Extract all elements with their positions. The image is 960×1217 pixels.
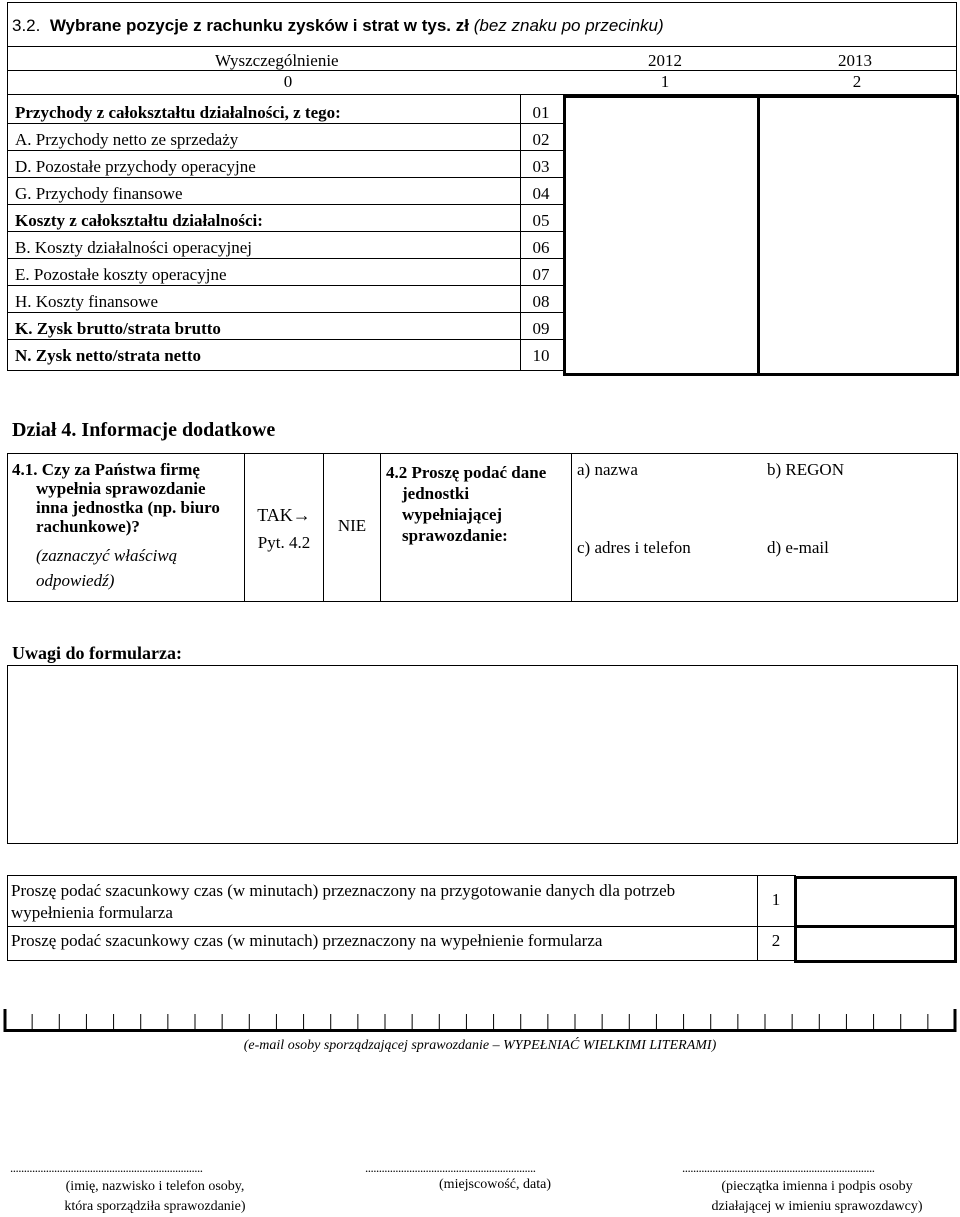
email-char-tick bbox=[954, 1009, 957, 1032]
code-col-divider bbox=[520, 94, 521, 371]
subheader-col2: 2 bbox=[852, 72, 862, 91]
values-col-divider bbox=[757, 95, 760, 376]
row-code-02: 02 bbox=[532, 130, 550, 149]
section-number: 3.2. bbox=[12, 16, 41, 35]
header-divider bbox=[7, 70, 957, 71]
signature-line-3: ...................................................................... bbox=[682, 1160, 875, 1175]
row-divider bbox=[7, 123, 564, 124]
section-title-note: (bez znaku po przecinku) bbox=[473, 16, 664, 35]
email-char-tick bbox=[167, 1014, 168, 1032]
time-question-1 bbox=[11, 880, 756, 924]
email-char-tick bbox=[873, 1014, 874, 1032]
signature-caption-3 bbox=[682, 1177, 952, 1217]
email-char-tick bbox=[59, 1014, 60, 1032]
email-char-tick bbox=[846, 1014, 847, 1032]
tak-goto-question: Pyt. 4.2 bbox=[257, 533, 311, 552]
email-char-tick bbox=[466, 1014, 467, 1032]
email-char-tick bbox=[710, 1014, 711, 1032]
row-code-06: 06 bbox=[532, 238, 550, 257]
row-divider bbox=[7, 285, 564, 286]
q41-hint-line: (zaznaczyć właściwą bbox=[36, 546, 178, 565]
email-char-tick bbox=[520, 1014, 521, 1032]
row-code-03: 03 bbox=[532, 157, 550, 176]
subheader-col1: 1 bbox=[660, 72, 670, 91]
title-box-top bbox=[7, 2, 957, 3]
dzial4-title: Dział 4. Informacje dodatkowe bbox=[12, 419, 276, 441]
email-char-tick bbox=[86, 1014, 87, 1032]
uwagi-textarea[interactable] bbox=[7, 665, 958, 844]
section-title-text: Wybrane pozycje z rachunku zysków i strat w tys. zł bbox=[49, 16, 469, 35]
signature-line-1: ...................................................................... bbox=[10, 1160, 203, 1175]
row-divider bbox=[7, 258, 564, 259]
email-char-tick bbox=[140, 1014, 141, 1032]
row-divider bbox=[7, 231, 564, 232]
email-char-tick bbox=[547, 1014, 548, 1032]
time-input-1[interactable] bbox=[798, 880, 948, 924]
signature-caption-1 bbox=[10, 1177, 300, 1217]
q42-line: wypełniającej bbox=[402, 505, 503, 524]
field-regon-label: b) REGON bbox=[767, 460, 844, 479]
email-char-tick bbox=[602, 1014, 603, 1032]
table-left-border bbox=[7, 2, 8, 371]
signature-caption-2: (miejscowość, data) bbox=[439, 1177, 551, 1192]
time-question-1-line: wypełnienia formularza bbox=[11, 903, 173, 922]
row-label-10: N. Zysk netto/strata netto bbox=[15, 346, 202, 365]
row-code-08: 08 bbox=[532, 292, 550, 311]
q41-text bbox=[12, 460, 220, 536]
field-adres[interactable] bbox=[577, 538, 757, 598]
time-question-1-line: Proszę podać szacunkowy czas (w minutach) przeznaczony na przygotowanie danych dla potrzeb bbox=[11, 881, 676, 900]
signature-line-2: .............................................................. bbox=[365, 1160, 536, 1175]
q41-line: rachunkowe)? bbox=[36, 517, 140, 536]
signature-caption-1-line: która sporządziła sprawozdanie) bbox=[64, 1199, 246, 1214]
header-col2: 2013 bbox=[838, 51, 872, 70]
email-char-tick bbox=[303, 1014, 304, 1032]
tak-label: TAK bbox=[257, 505, 293, 525]
q42-line: sprawozdanie: bbox=[402, 526, 508, 545]
time-code-1: 1 bbox=[771, 890, 781, 909]
arrow-right-icon: → bbox=[292, 505, 311, 525]
row-label-01: Przychody z całokształtu działalności, z tego: bbox=[15, 103, 341, 122]
q41-line: inna jednostka (np. biuro bbox=[36, 498, 220, 517]
row-code-01: 01 bbox=[532, 103, 550, 122]
email-char-tick bbox=[249, 1014, 250, 1032]
row-code-04: 04 bbox=[532, 184, 550, 203]
row-divider bbox=[7, 312, 564, 313]
email-char-tick bbox=[4, 1009, 7, 1032]
q42-text bbox=[386, 462, 546, 546]
signature-caption-1-line: (imię, nazwisko i telefon osoby, bbox=[65, 1179, 245, 1194]
email-char-ticks bbox=[4, 1009, 957, 1032]
signature-caption-3-line: działającej w imieniu sprawozdawcy) bbox=[711, 1199, 923, 1214]
time-entry-divider bbox=[794, 925, 957, 928]
email-char-tick bbox=[819, 1014, 820, 1032]
uwagi-label: Uwagi do formularza: bbox=[12, 643, 182, 663]
value-field-2012[interactable] bbox=[567, 99, 755, 369]
row-label-04: G. Przychody finansowe bbox=[15, 184, 183, 203]
row-label-08: H. Koszty finansowe bbox=[15, 292, 159, 311]
dzial4-divider bbox=[244, 453, 245, 601]
email-char-tick bbox=[357, 1014, 358, 1032]
row-label-05: Koszty z całokształtu działalności: bbox=[15, 211, 263, 230]
field-adres-label: c) adres i telefon bbox=[577, 538, 691, 557]
row-code-07: 07 bbox=[532, 265, 550, 284]
title-box-bottom bbox=[7, 46, 957, 47]
q42-line: jednostki bbox=[402, 484, 470, 503]
row-label-02: A. Przychody netto ze sprzedaży bbox=[15, 130, 239, 149]
option-nie[interactable]: NIE bbox=[337, 516, 367, 535]
email-char-tick bbox=[575, 1014, 576, 1032]
email-char-tick bbox=[385, 1014, 386, 1032]
email-char-tick bbox=[32, 1014, 33, 1032]
email-char-tick bbox=[276, 1014, 277, 1032]
option-tak[interactable] bbox=[245, 505, 323, 526]
header-col0: Wyszczególnienie bbox=[215, 51, 339, 70]
time-row-divider bbox=[7, 926, 794, 927]
field-email-label: d) e-mail bbox=[767, 538, 829, 557]
row-code-09: 09 bbox=[532, 319, 550, 338]
email-caption: (e-mail osoby sporządzającej sprawozdanie – WYPEŁNIAĆ WIELKIMI LITERAMI) bbox=[243, 1038, 717, 1053]
row-label-07: E. Pozostałe koszty operacyjne bbox=[15, 265, 227, 284]
email-char-tick bbox=[629, 1014, 630, 1032]
time-code-2: 2 bbox=[771, 931, 781, 950]
email-char-tick bbox=[113, 1014, 114, 1032]
field-regon[interactable] bbox=[767, 460, 952, 525]
email-char-tick bbox=[412, 1014, 413, 1032]
email-char-tick bbox=[900, 1014, 901, 1032]
row-divider bbox=[7, 339, 564, 340]
q41-hint bbox=[36, 543, 177, 593]
subheader-col0: 0 bbox=[283, 72, 293, 91]
email-char-tick bbox=[656, 1014, 657, 1032]
q41-line: wypełnia sprawozdanie bbox=[36, 479, 206, 498]
email-char-tick bbox=[927, 1014, 928, 1032]
row-code-10: 10 bbox=[532, 346, 550, 365]
row-divider bbox=[7, 204, 564, 205]
q42-line: 4.2 Proszę podać dane bbox=[386, 463, 547, 482]
field-nazwa-label: a) nazwa bbox=[577, 460, 638, 479]
signature-caption-3-line: (pieczątka imienna i podpis osoby bbox=[721, 1179, 913, 1194]
header-col1: 2012 bbox=[648, 51, 682, 70]
value-field-2013[interactable] bbox=[762, 99, 950, 369]
field-nazwa[interactable] bbox=[577, 460, 757, 525]
email-char-tick bbox=[683, 1014, 684, 1032]
email-char-tick bbox=[765, 1014, 766, 1032]
q41-line: 4.1. Czy za Państwa firmę bbox=[12, 460, 200, 479]
email-char-tick bbox=[439, 1014, 440, 1032]
row-label-06: B. Koszty działalności operacyjnej bbox=[15, 238, 252, 257]
section-title bbox=[12, 16, 664, 36]
row-code-05: 05 bbox=[532, 211, 550, 230]
email-char-tick bbox=[195, 1014, 196, 1032]
dzial4-divider bbox=[571, 453, 572, 601]
q41-hint-line: odpowiedź) bbox=[36, 571, 115, 590]
email-baseline bbox=[5, 1029, 955, 1032]
field-email[interactable] bbox=[767, 538, 952, 598]
row-divider bbox=[7, 150, 564, 151]
row-label-03: D. Pozostałe przychody operacyjne bbox=[15, 157, 256, 176]
email-char-tick bbox=[222, 1014, 223, 1032]
email-char-tick bbox=[792, 1014, 793, 1032]
time-question-2: Proszę podać szacunkowy czas (w minutach) przeznaczony na wypełnienie formularza bbox=[11, 931, 603, 950]
time-input-2[interactable] bbox=[798, 930, 948, 955]
dzial4-divider bbox=[380, 453, 381, 601]
row-label-09: K. Zysk brutto/strata brutto bbox=[15, 319, 221, 338]
table-bottom-border bbox=[7, 370, 564, 371]
email-char-tick bbox=[737, 1014, 738, 1032]
email-char-tick bbox=[330, 1014, 331, 1032]
row-divider bbox=[7, 177, 564, 178]
email-char-tick bbox=[493, 1014, 494, 1032]
